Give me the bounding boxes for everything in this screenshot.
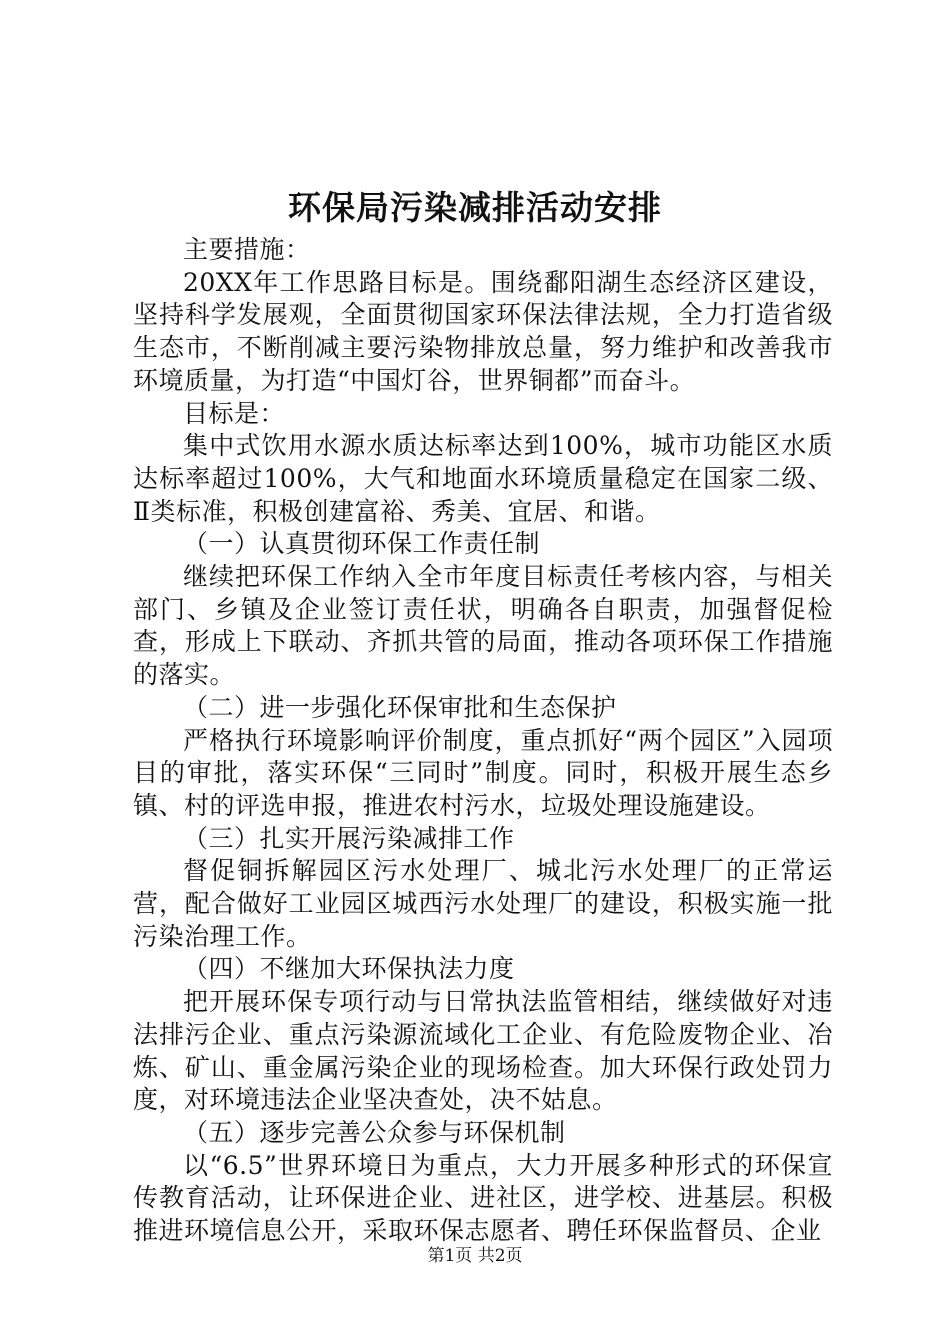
section-heading: （二）进一步强化环保审批和生态保护 xyxy=(183,692,617,722)
section-heading: （一）认真贯彻环保工作责任制 xyxy=(183,529,541,559)
paragraph: 集中式饮用水源水质达标率达到100%，城市功能区水质达标率超过100%，大气和地面水环境质量稳定在国家二级、Ⅱ类标准，积极创建富裕、秀美、宜居、和谐。 xyxy=(133,431,833,526)
paragraph: 目标是： xyxy=(183,398,286,428)
section-heading: （五）逐步完善公众参与环保机制 xyxy=(183,1117,566,1147)
document-title: 环保局污染减排活动安排 xyxy=(288,188,662,227)
paragraph: 督促铜拆解园区污水处理厂、城北污水处理厂的正常运营，配合做好工业园区城西污水处理厂的建设，积极实施一批污染治理工作。 xyxy=(133,856,833,951)
section-heading: （四）不继加大环保执法力度 xyxy=(183,954,515,984)
paragraph: 20XX年工作思路目标是。围绕鄱阳湖生态经济区建设，坚持科学发展观，全面贯彻国家环保法律法规，全力打造省级生态市，不断削减主要污染物排放总量，努力维护和改善我市环境质量，为打造“中国灯谷，世界铜都”而奋斗。 xyxy=(133,267,833,395)
paragraph: 主要措施： xyxy=(183,235,311,264)
page-footer: 第1页 共2页 xyxy=(427,1246,523,1266)
paragraph: 把开展环保专项行动与日常执法监管相结，继续做好对违法排污企业、重点污染源流域化工企业、有危险废物企业、冶炼、矿山、重金属污染企业的现场检查。加大环保行政处罚力度，对环境违法企业坚决查处，决不姑息。 xyxy=(133,987,833,1115)
paragraph: 严格执行环境影响评价制度，重点抓好“两个园区”入园项目的审批，落实环保“三同时”制度。同时，积极开展生态乡镇、村的评选申报，推进农村污水，垃圾处理设施建设。 xyxy=(133,725,833,820)
paragraph: 继续把环保工作纳入全市年度目标责任考核内容，与相关部门、乡镇及企业签订责任状，明确各自职责，加强督促检查，形成上下联动、齐抓共管的局面，推动各项环保工作措施的落实。 xyxy=(133,562,833,690)
paragraph: 以“6.5”世界环境日为重点，大力开展多种形式的环保宣传教育活动，让环保进企业、进社区，进学校、进基层。积极推进环境信息公开，采取环保志愿者、聘任环保监督员、企业 xyxy=(133,1150,833,1246)
document-body xyxy=(133,234,833,1248)
section-heading: （三）扎实开展污染减排工作 xyxy=(183,823,515,853)
